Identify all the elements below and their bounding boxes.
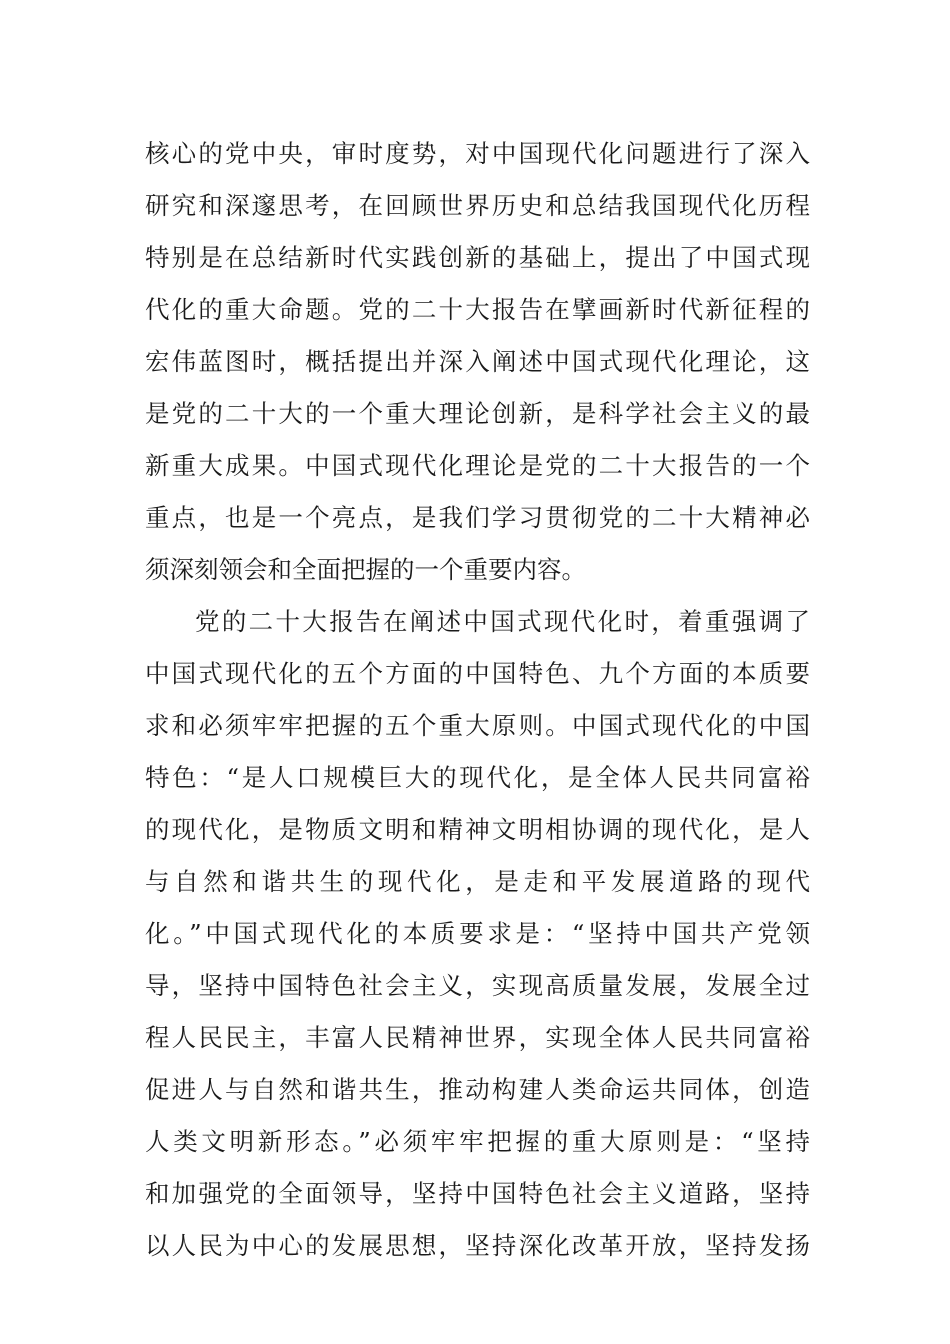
document-body	[145, 128, 810, 1272]
paragraph-1	[145, 128, 810, 596]
text-line: 宏伟蓝图时，概括提出并深入阐述中国式现代化理论，这	[145, 347, 810, 376]
text-line: 特别是在总结新时代实践创新的基础上，提出了中国式现	[145, 243, 810, 272]
text-line: 与自然和谐共生的现代化，是走和平发展道路的现代	[145, 867, 810, 896]
text-line: 程人民民主，丰富人民精神世界，实现全体人民共同富裕	[145, 1023, 810, 1052]
text-line: 核心的党中央，审时度势，对中国现代化问题进行了深入	[145, 139, 810, 168]
text-line: 研究和深邃思考，在回顾世界历史和总结我国现代化历程	[145, 191, 810, 220]
text-line: 的现代化，是物质文明和精神文明相协调的现代化，是人	[145, 815, 810, 844]
text-line: 求和必须牢牢把握的五个重大原则。中国式现代化的中国	[145, 711, 810, 740]
text-line: 中国式现代化的五个方面的中国特色、九个方面的本质要	[145, 659, 810, 688]
text-line: 人类文明新形态。”必须牢牢把握的重大原则是：“坚持	[145, 1127, 810, 1156]
text-line: 新重大成果。中国式现代化理论是党的二十大报告的一个	[145, 451, 810, 480]
text-line: 和加强党的全面领导，坚持中国特色社会主义道路，坚持	[145, 1179, 810, 1208]
text-line: 以人民为中心的发展思想，坚持深化改革开放，坚持发扬	[145, 1231, 810, 1260]
text-line: 特色：“是人口规模巨大的现代化，是全体人民共同富裕	[145, 763, 810, 792]
paragraph-2	[145, 596, 810, 1272]
text-line: 党的二十大报告在阐述中国式现代化时，着重强调了	[195, 607, 810, 636]
text-line: 重点，也是一个亮点，是我们学习贯彻党的二十大精神必	[145, 503, 810, 532]
text-line: 化。”中国式现代化的本质要求是：“坚持中国共产党领	[145, 919, 810, 948]
text-line: 是党的二十大的一个重大理论创新，是科学社会主义的最	[145, 399, 810, 428]
text-line: 导，坚持中国特色社会主义，实现高质量发展，发展全过	[145, 971, 810, 1000]
text-line: 须深刻领会和全面把握的一个重要内容。	[145, 555, 586, 584]
text-line: 代化的重大命题。党的二十大报告在擘画新时代新征程的	[145, 295, 810, 324]
text-line: 促进人与自然和谐共生，推动构建人类命运共同体，创造	[145, 1075, 810, 1104]
